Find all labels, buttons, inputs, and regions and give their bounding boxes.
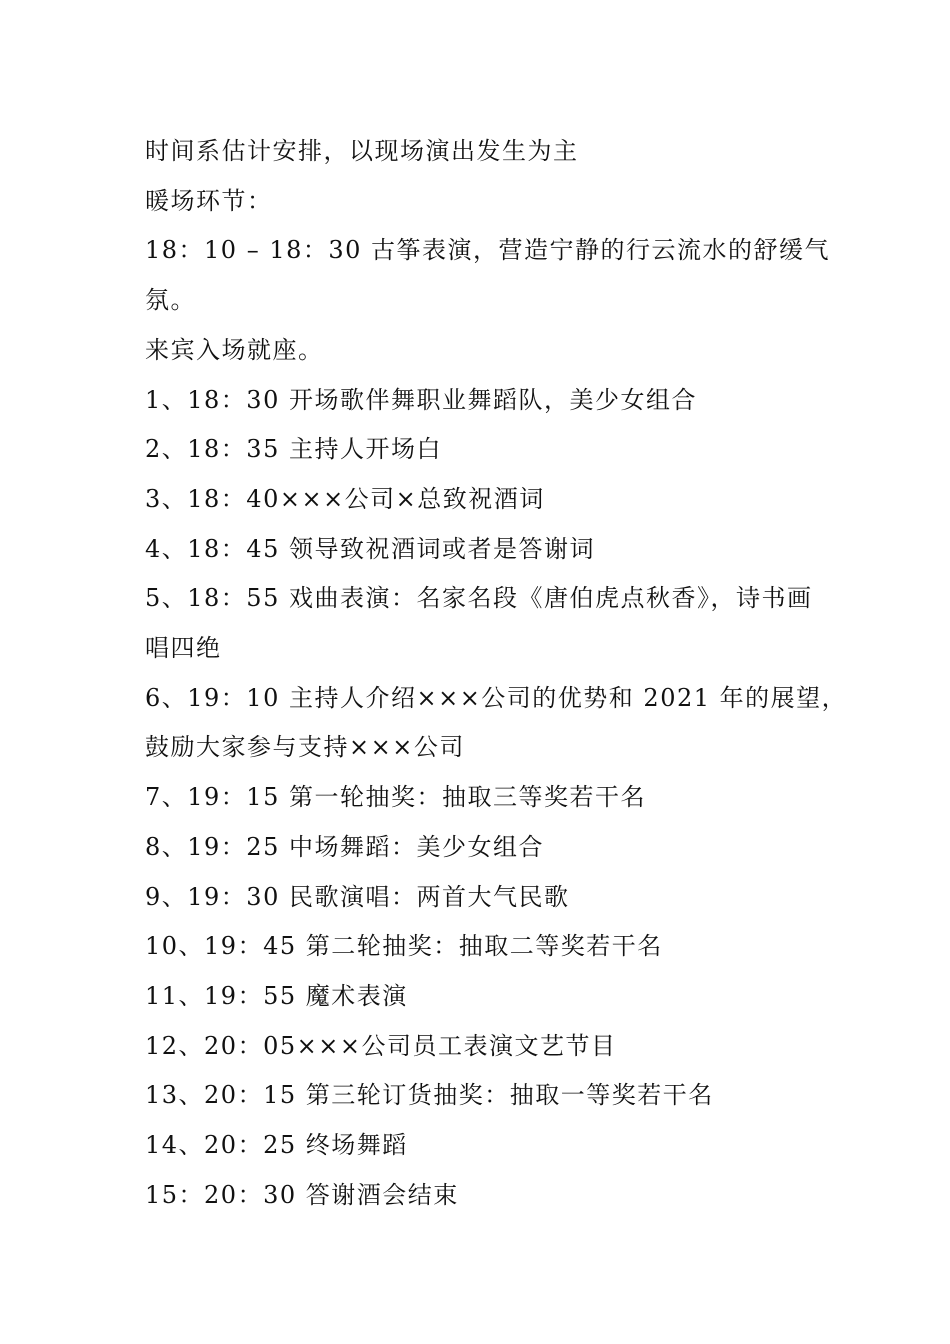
program-item: 4、18：45 领导致祝酒词或者是答谢词 bbox=[145, 534, 595, 563]
text-line: 时间系估计安排，以现场演出发生为主 bbox=[145, 137, 579, 165]
program-item: 10、19：45 第二轮抽奖：抽取二等奖若干名 bbox=[145, 932, 663, 961]
program-item: 12、20：05×××公司员工表演文艺节目 bbox=[145, 1031, 617, 1060]
program-item: 6、19：10 主持人介绍×××公司的优势和 2021 年的展望， bbox=[145, 683, 848, 712]
program-item-continued: 鼓励大家参与支持×××公司 bbox=[145, 733, 465, 762]
program-item-continued: 唱四绝 bbox=[145, 634, 222, 663]
program-item: 5、18：55 戏曲表演：名家名段《唐伯虎点秋香》，诗书画 bbox=[145, 584, 813, 613]
program-item: 15：20：30 答谢酒会结束 bbox=[145, 1180, 459, 1209]
program-item: 14、20：25 终场舞蹈 bbox=[145, 1131, 408, 1160]
program-item: 13、20：15 第三轮订货抽奖：抽取一等奖若干名 bbox=[145, 1081, 714, 1110]
program-item: 9、19：30 民歌演唱：两首大气民歌 bbox=[145, 882, 570, 911]
text-line: 18：10 – 18：30 古筝表演，营造宁静的行云流水的舒缓气 bbox=[145, 236, 831, 265]
program-item: 7、19：15 第一轮抽奖：抽取三等奖若干名 bbox=[145, 783, 646, 812]
text-line: 暖场环节： bbox=[145, 186, 273, 215]
program-item: 11、19：55 魔术表演 bbox=[145, 981, 408, 1010]
text-line: 氛。 bbox=[145, 286, 196, 315]
program-item: 8、19：25 中场舞蹈：美少女组合 bbox=[145, 832, 544, 861]
text-line: 来宾入场就座。 bbox=[145, 335, 324, 364]
program-item: 1、18：30 开场歌伴舞职业舞蹈队，美少女组合 bbox=[145, 385, 697, 414]
program-item: 3、18：40×××公司×总致祝酒词 bbox=[145, 484, 545, 513]
document-body bbox=[145, 127, 848, 1220]
program-item: 2、18：35 主持人开场白 bbox=[145, 435, 442, 464]
